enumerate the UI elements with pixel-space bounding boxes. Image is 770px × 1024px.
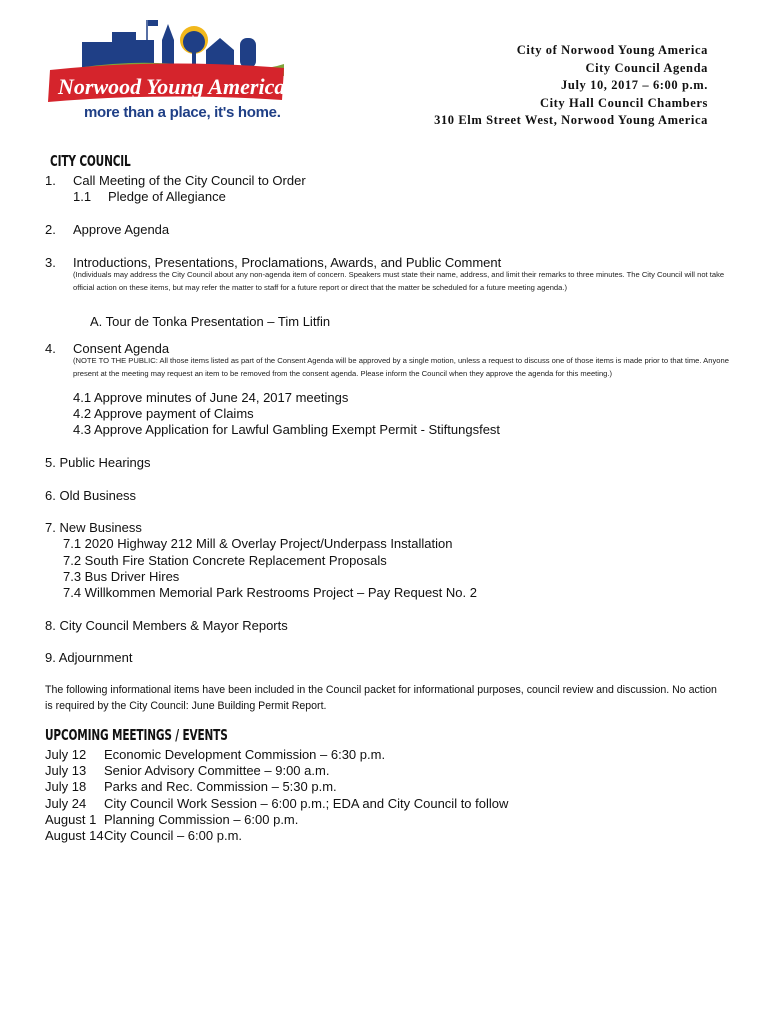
agenda-item-2 — [45, 222, 169, 238]
agenda-item-4-3: 4.3 Approve Application for Lawful Gambling Exempt Permit - Stiftungsfest — [73, 422, 501, 437]
agenda-item-6: 6. Old Business — [45, 488, 137, 503]
agenda-item-1 — [45, 173, 306, 189]
item-number: 4. — [45, 341, 56, 356]
item-text: Pledge of Allegiance — [108, 189, 226, 204]
event-date: July 12 — [45, 747, 87, 762]
agenda-item-4-2: 4.2 Approve payment of Claims — [73, 406, 254, 421]
logo-tagline: more than a place, it's home. — [84, 104, 281, 121]
item-text: Introductions, Presentations, Proclamations, Awards, and Public Comment — [73, 255, 502, 270]
event-row — [45, 747, 385, 763]
item-text: Approve Agenda — [73, 222, 170, 237]
city-logo — [44, 18, 292, 128]
agenda-item-7-2: 7.2 South Fire Station Concrete Replacement Proposals — [63, 553, 387, 568]
meeting-header — [434, 42, 708, 130]
agenda-item-7: 7. New Business — [45, 520, 142, 535]
event-row — [45, 828, 242, 844]
agenda-item-7-3: 7.3 Bus Driver Hires — [63, 569, 180, 584]
item-number: 1. — [45, 173, 56, 188]
event-text: Parks and Rec. Commission – 5:30 p.m. — [104, 779, 337, 795]
event-date: August 14 — [45, 828, 104, 843]
item-text: Consent Agenda — [73, 341, 170, 356]
event-date: August 1 — [45, 811, 97, 827]
event-row — [45, 796, 508, 812]
informational-items-paragraph: The following informational items have been included in the Council packet for informational purposes, council review and discussion. No action is required by the City Council: June Building Permit Report. — [45, 684, 717, 712]
upcoming-meetings-heading: UPCOMING MEETINGS / EVENTS — [45, 726, 228, 744]
header-location: City Hall Council Chambers — [539, 95, 708, 110]
event-row — [45, 763, 329, 779]
agenda-item-4-1: 4.1 Approve minutes of June 24, 2017 meetings — [73, 390, 349, 405]
item-number: 1.1 — [73, 189, 92, 204]
item-text: Call Meeting of the City Council to Order — [73, 173, 306, 188]
header-agenda-title: City Council Agenda — [585, 60, 708, 75]
event-text: City Council – 6:00 p.m. — [104, 828, 243, 843]
header-city: City of Norwood Young America — [516, 43, 708, 57]
event-date: July 13 — [45, 763, 87, 779]
agenda-item-1-1 — [73, 189, 226, 205]
agenda-item-7-1: 7.1 2020 Highway 212 Mill & Overlay Project/Underpass Installation — [63, 536, 453, 551]
city-council-heading: CITY COUNCIL — [50, 152, 131, 170]
agenda-item-8: 8. City Council Members & Mayor Reports — [45, 618, 288, 633]
public-comment-note: (Individuals may address the City Council about any non-agenda item of concern. Speakers must state their name, address, and limit their remarks to three minutes. The City Council will not take official action on these items, but may refer the matter to staff for a future report or direct that the matter be scheduled for a future meeting agenda.) — [73, 270, 725, 292]
event-text: Senior Advisory Committee – 9:00 a.m. — [104, 763, 330, 779]
event-row — [45, 779, 337, 795]
event-row — [45, 812, 298, 828]
agenda-item-9: 9. Adjournment — [45, 650, 133, 665]
event-date: July 24 — [45, 795, 87, 811]
header-address: 310 Elm Street West, Norwood Young America — [434, 113, 708, 127]
item-number: 3. — [45, 255, 56, 270]
event-text: City Council Work Session – 6:00 p.m.; EDA and City Council to follow — [104, 795, 509, 811]
agenda-item-7-4: 7.4 Willkommen Memorial Park Restrooms Project – Pay Request No. 2 — [63, 585, 477, 600]
agenda-item-5: 5. Public Hearings — [45, 455, 151, 470]
header-date-time: July 10, 2017 – 6:00 p.m. — [561, 78, 708, 92]
consent-agenda-note: (NOTE TO THE PUBLIC: All those items listed as part of the Consent Agenda will be approved by a single motion, unless a request to discuss one of those items is made prior to that time. Anyone present at the meeting may request an item to be removed from the consent agenda. Please inform the Council when they approve the agenda for this meeting.) — [73, 356, 729, 378]
agenda-item-3-a: A. Tour de Tonka Presentation – Tim Litfin — [90, 314, 331, 329]
event-text: Economic Development Commission – 6:30 p.m. — [104, 747, 386, 762]
item-number: 2. — [45, 222, 56, 237]
logo-wordmark: Norwood Young America — [58, 74, 286, 99]
event-text: Planning Commission – 6:00 p.m. — [104, 811, 299, 827]
event-date: July 18 — [45, 779, 87, 795]
